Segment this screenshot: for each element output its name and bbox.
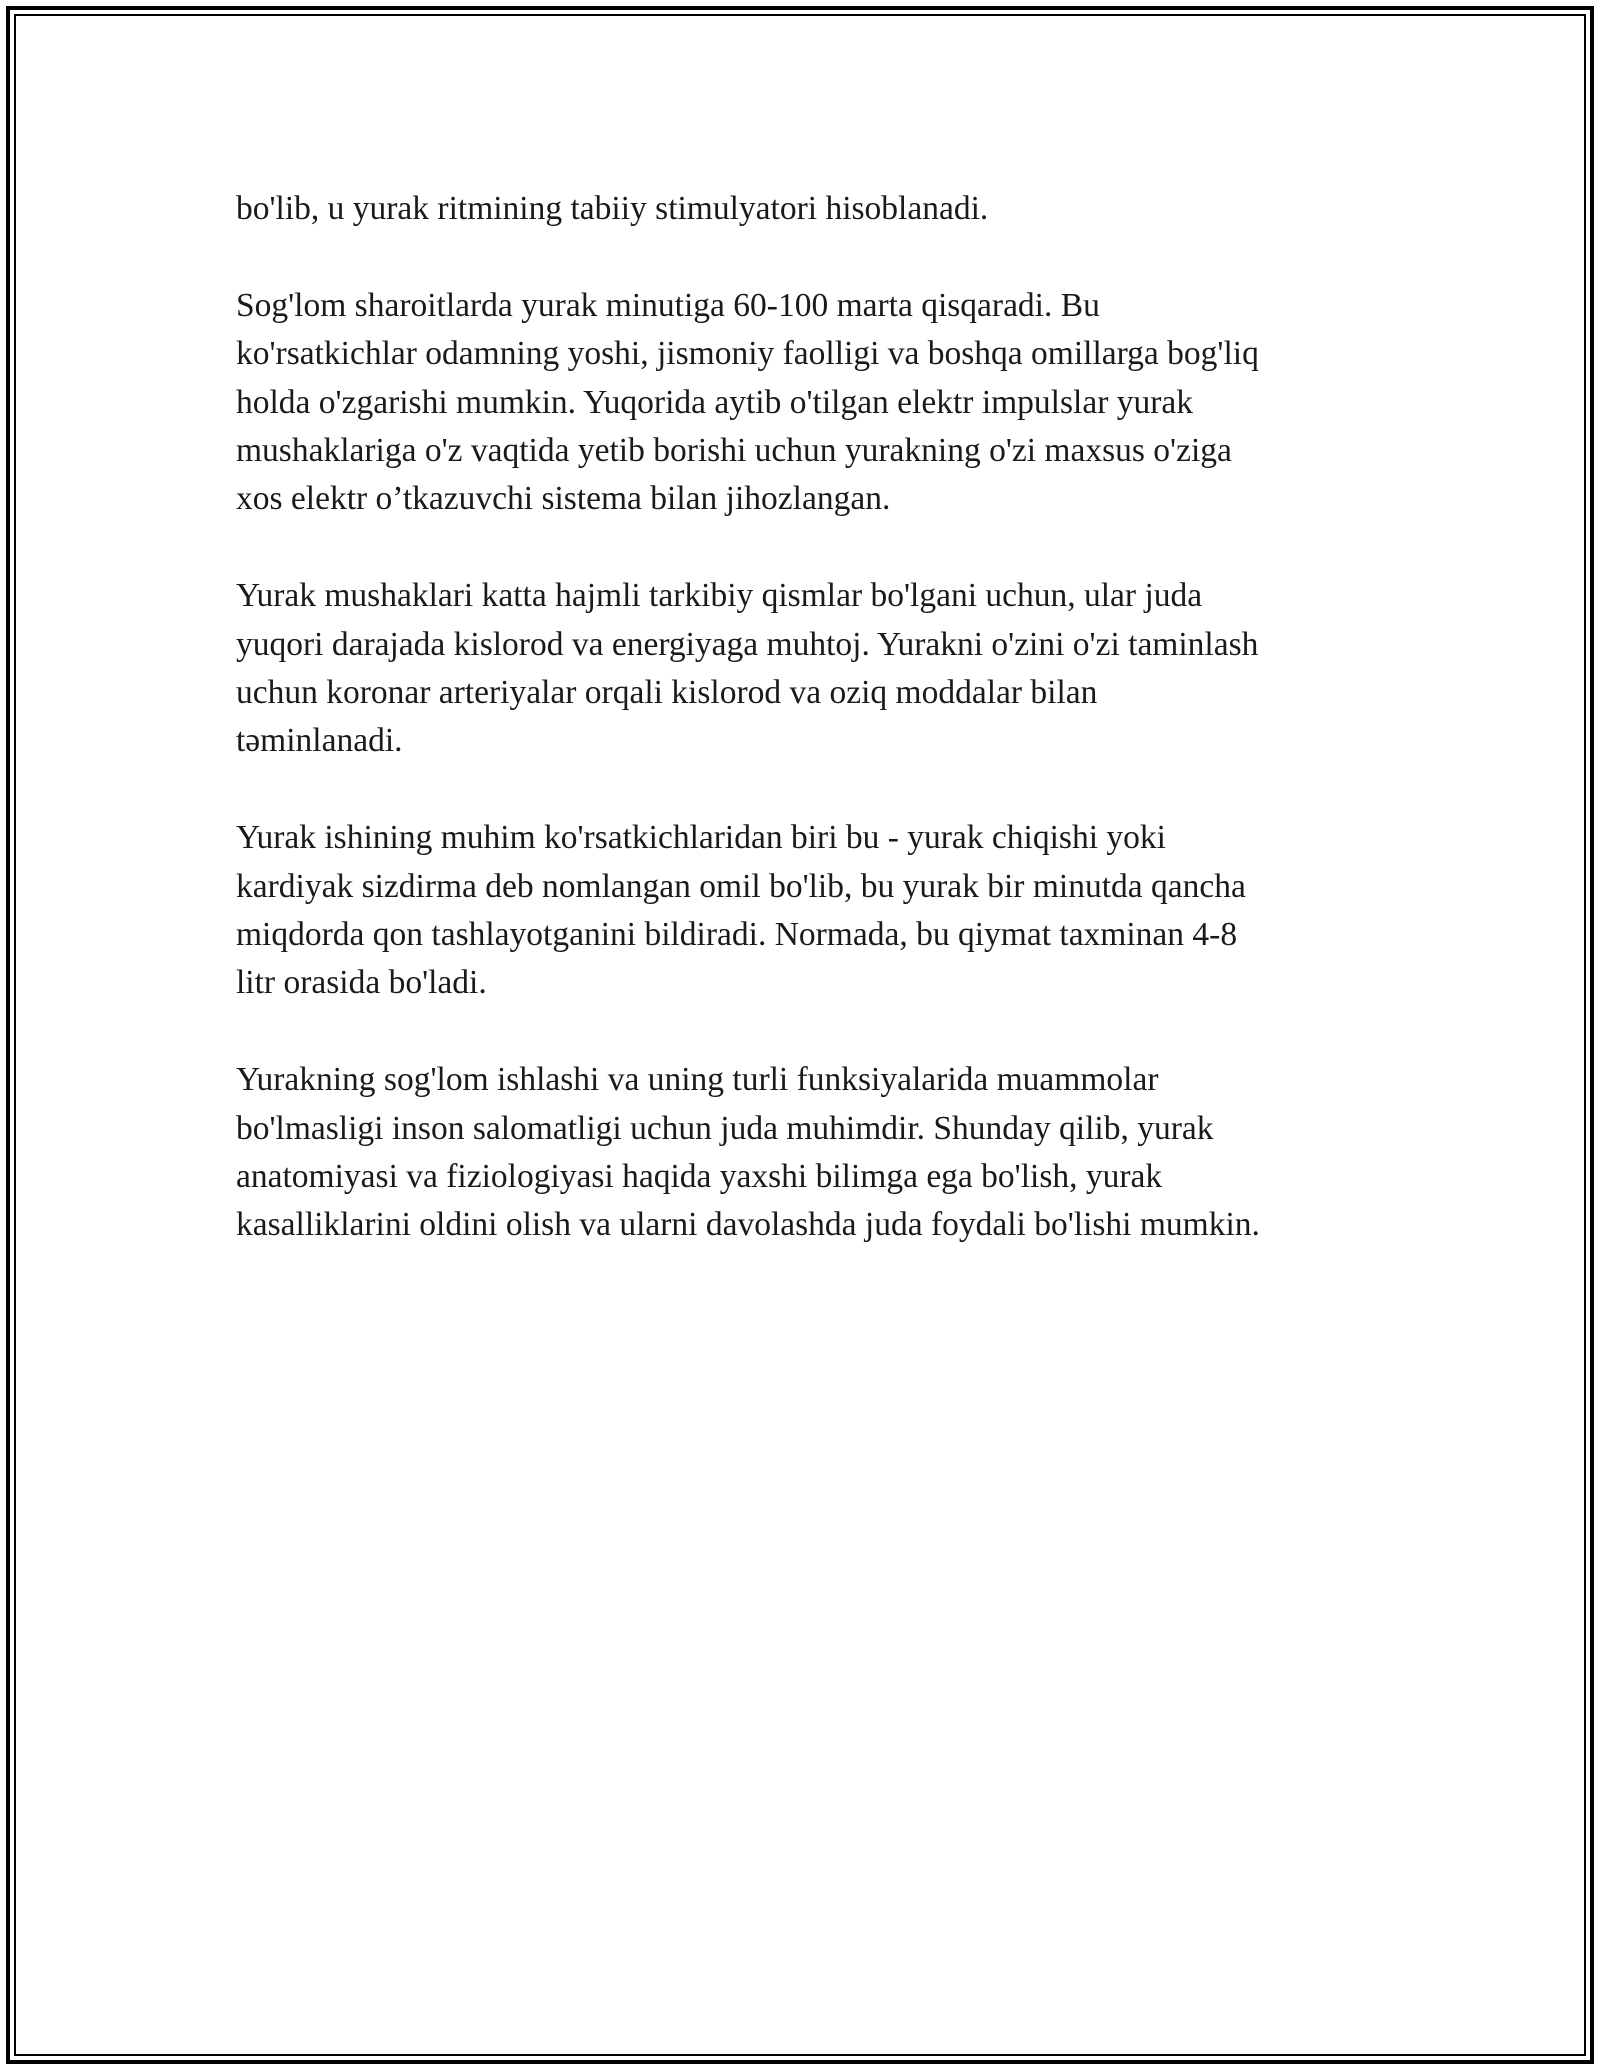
document-body	[236, 185, 1376, 1250]
paragraph-4: Yurak ishining muhim ko'rsatkichlaridan biri bu - yurak chiqishi yoki kardiyak sizdirma deb nomlangan omil bo'lib, bu yurak bir minutda qancha miqdorda qon tashlayotganini bildiradi. Normada, bu qiymat taxminan 4-8 litr orasida bo'ladi.	[236, 819, 1246, 1002]
paragraph-2: Sog'lom sharoitlarda yurak minutiga 60-100 marta qisqaradi. Bu ko'rsatkichlar odamning yoshi, jismoniy faolligi va boshqa omillarga bog'liq holda o'zgarishi mumkin. Yuqorida aytib o'tilgan elektr impulslar yurak mushaklariga o'z vaqtida yetib borishi uchun yurakning o'zi maxsus o'ziga xos elektr o’tkazuvchi sistema bilan jihozlangan.	[236, 286, 1259, 518]
paragraph-1: bo'lib, u yurak ritmining tabiiy stimulyatori hisoblanadi.	[236, 190, 989, 227]
paragraph-3: Yurak mushaklari katta hajmli tarkibiy qismlar bo'lgani uchun, ular juda yuqori darajada kislorod va energiyaga muhtoj. Yurakni o'zini o'zi taminlash uchun koronar arteriyalar orqali kislorod va oziq moddalar bilan təminlanadi.	[236, 577, 1259, 760]
paragraph-5: Yurakning sog'lom ishlashi va uning turli funksiyalarida muammolar bo'lmasligi inson salomatligi uchun juda muhimdir. Shunday qilib, yurak anatomiyasi va fiziologiyasi haqida yaxshi bilimga ega bo'lish, yurak kasalliklarini oldini olish va ularni davolashda juda foydali bo'lishi mumkin.	[236, 1061, 1260, 1244]
